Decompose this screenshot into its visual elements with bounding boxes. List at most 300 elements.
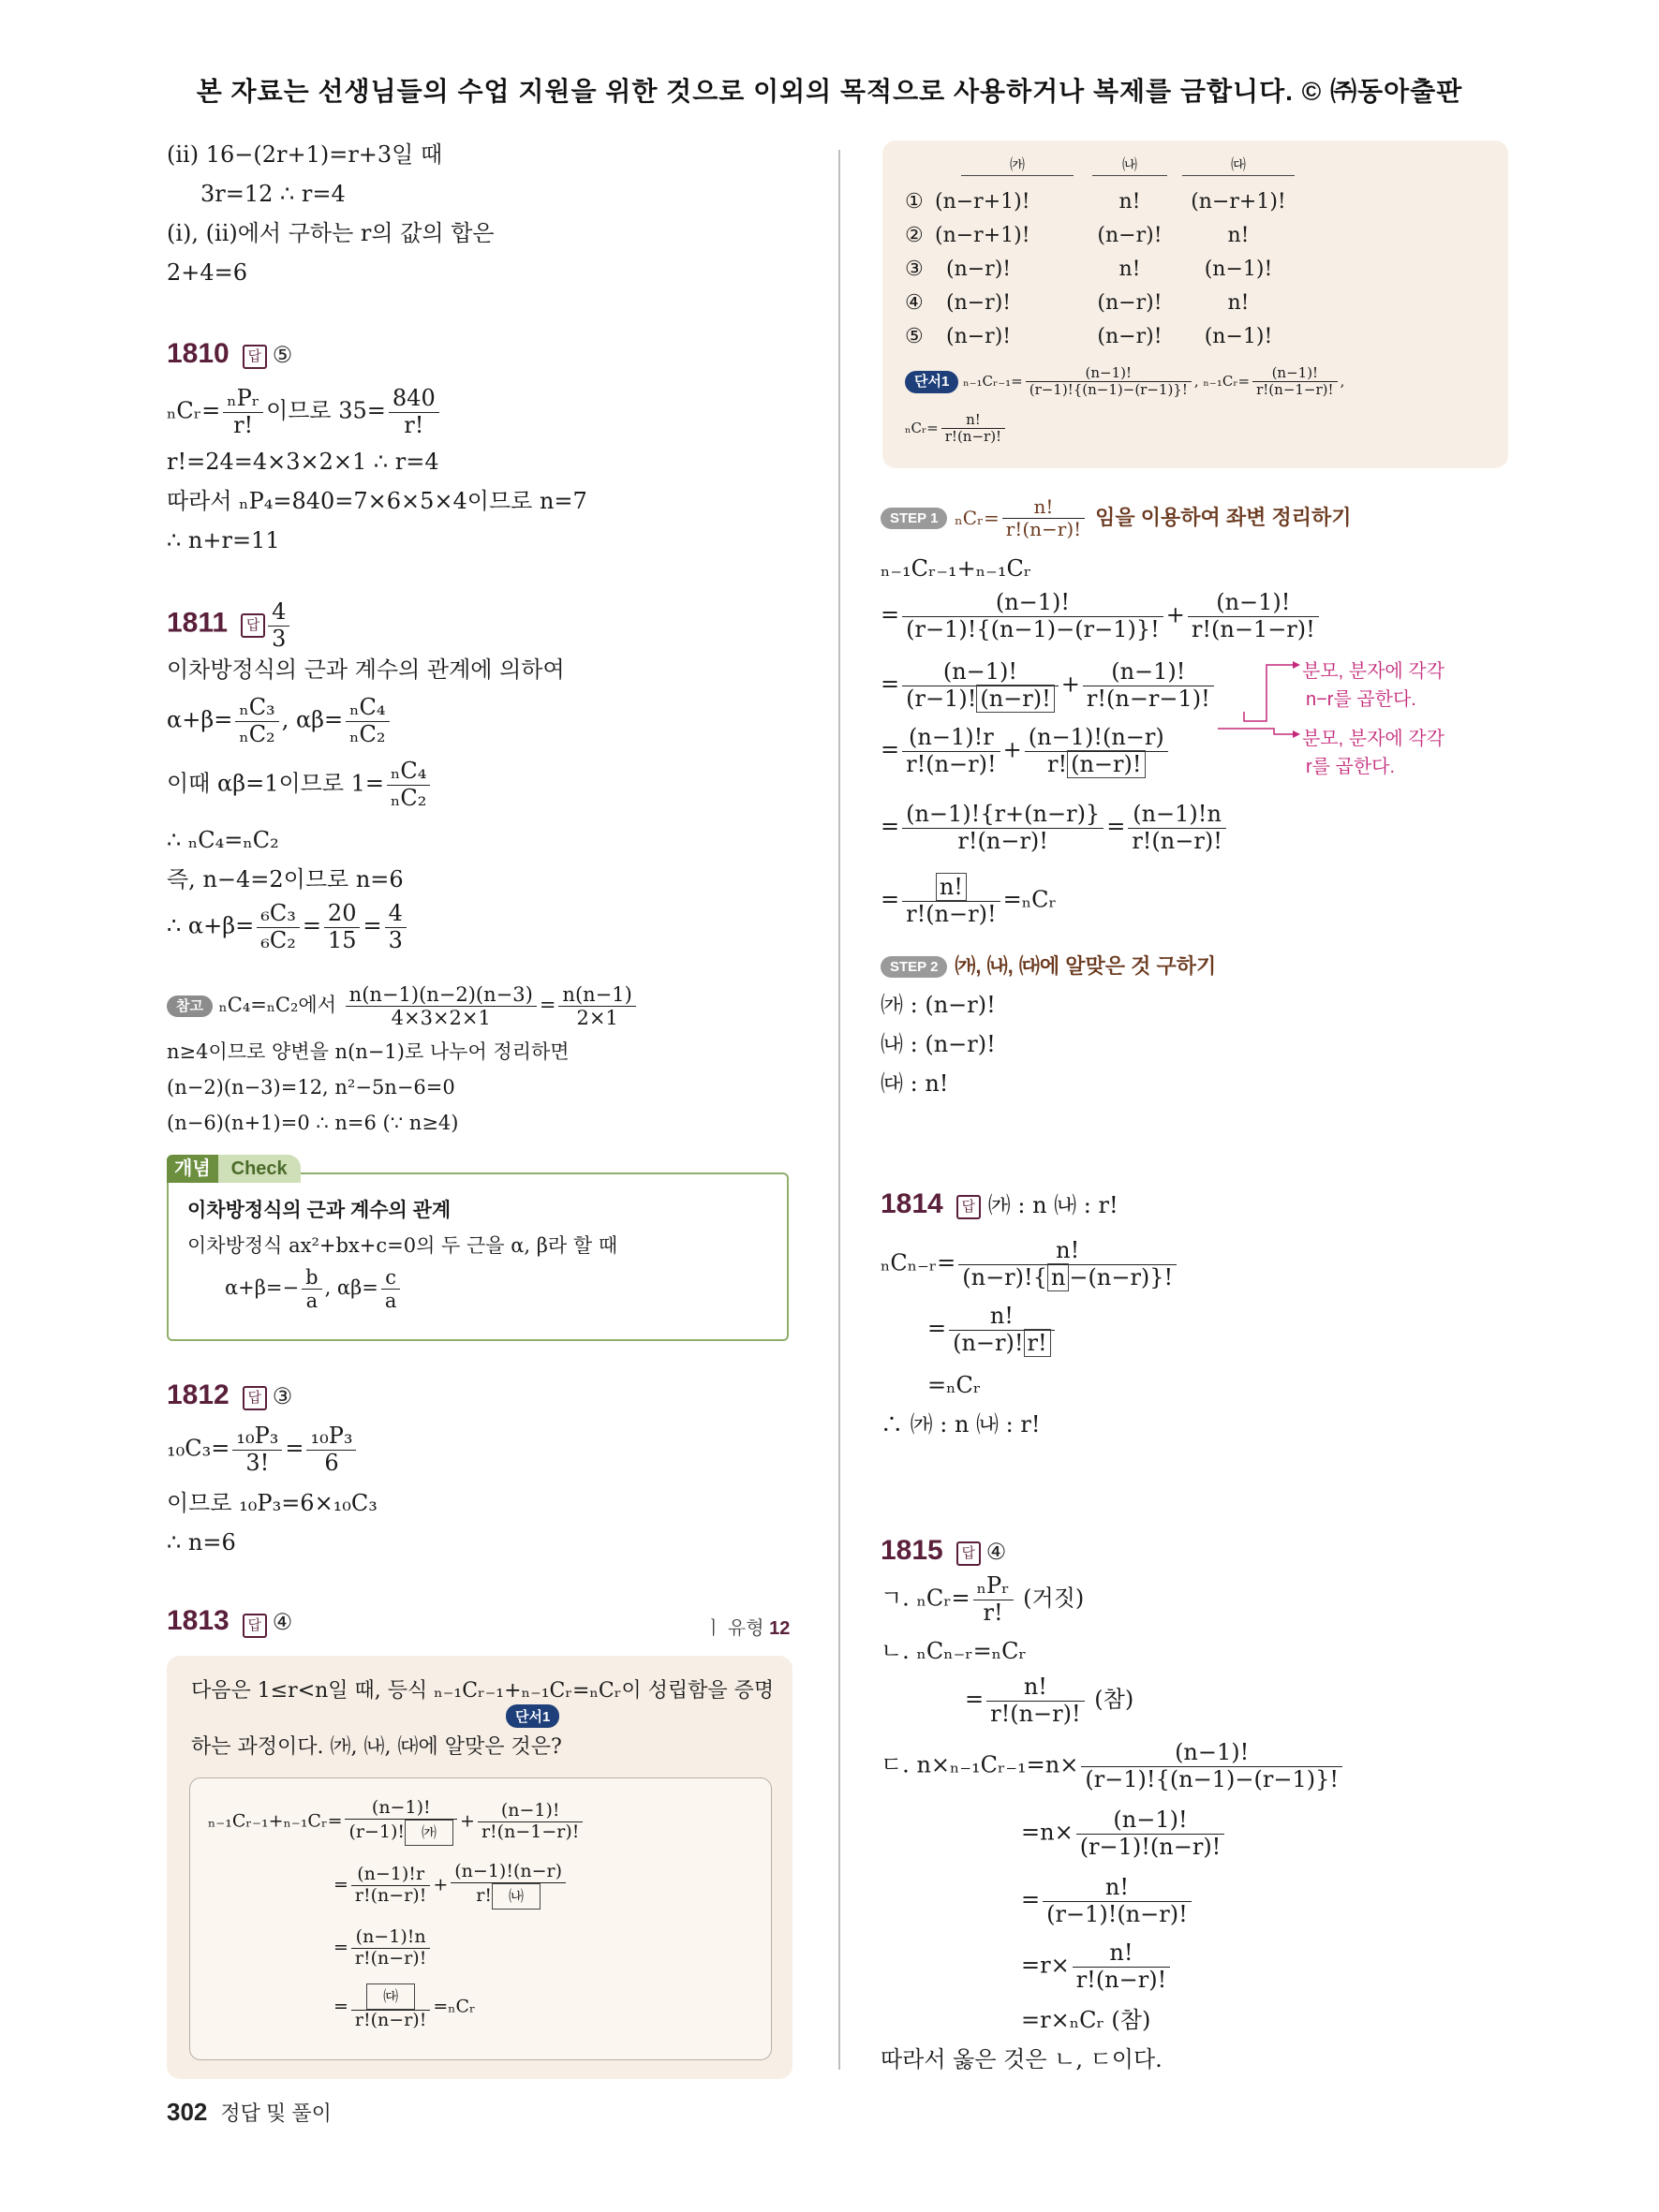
choice-cell: (n−r)!	[1097, 325, 1163, 348]
choice-cell: (n−r)!	[1097, 291, 1163, 315]
problem-number: 1811	[167, 607, 229, 639]
page-footer	[167, 2098, 332, 2127]
fraction	[1128, 802, 1226, 854]
choice-cell: n!	[1227, 291, 1250, 315]
arrow-line	[1244, 665, 1293, 721]
denominator: (r−1)!{(n−1)−(r−1)}!	[1085, 1765, 1339, 1792]
text: (r−1)!	[348, 1821, 406, 1842]
fraction	[1081, 1740, 1342, 1792]
numerator: b	[302, 1266, 321, 1290]
numerator: 840	[389, 386, 439, 413]
blank-b: ㈏	[492, 1883, 541, 1910]
text: ,	[1340, 372, 1345, 390]
fraction	[387, 759, 430, 811]
problem-number: 1812	[167, 1379, 230, 1410]
numerator: c	[381, 1266, 401, 1290]
problem-1811-heading	[167, 599, 292, 652]
text: r!	[1046, 750, 1068, 777]
fraction	[1002, 496, 1085, 540]
equation-line	[167, 1423, 359, 1476]
choice-number: ⑤	[905, 325, 924, 348]
reference-tag: 참고	[167, 995, 213, 1018]
boxed-term: n!	[936, 873, 967, 901]
text: ₙ₋₁Cᵣ₋₁+ₙ₋₁Cᵣ=	[208, 1810, 343, 1832]
fraction	[324, 901, 361, 953]
text: ₙCₙ₋ᵣ=	[881, 1249, 956, 1276]
numerator: (n−1)!	[902, 659, 1059, 686]
numerator: (n−1)!	[1026, 365, 1192, 382]
numerator: n(n−1)(n−2)(n−3)	[346, 983, 537, 1007]
choice-cell: (n−r)!	[946, 325, 1012, 348]
fraction	[351, 1865, 430, 1907]
equation-line: = $\frac{(n-1)!\{r+(n-r)\}}{r!(n-r)!}$ = $\frac{(n-1)!n}{r!(n-r)!}$	[881, 802, 1229, 854]
denominator: r!(n−r)!	[354, 2010, 427, 2030]
denominator: r!(n−r)!	[1132, 827, 1222, 854]
denominator: (r−1)!(n−r)!	[1079, 1833, 1222, 1860]
text: =	[302, 912, 321, 939]
answer-mark: 답	[956, 1541, 981, 1566]
text: ₙCᵣ=	[167, 397, 221, 424]
fraction	[346, 983, 537, 1029]
answer-choice: ③	[272, 1383, 293, 1409]
text-line: (i), (ii)에서 구하는 r의 값의 합은	[167, 220, 495, 246]
fraction	[986, 1674, 1085, 1727]
annotation-note: 분모, 분자에 각각	[1302, 661, 1444, 682]
denominator: r!	[233, 411, 254, 438]
fraction	[1076, 1807, 1225, 1860]
text: α+β=	[167, 706, 233, 733]
boxed-term: (n−r)!	[976, 685, 1054, 713]
denominator: r!(n−r)!	[354, 1947, 427, 1969]
numerator: n!	[949, 1304, 1055, 1331]
denominator: r!(n−1−r)!	[1256, 381, 1334, 399]
numerator: n(n−1)	[558, 983, 635, 1007]
numerator: (n−1)!	[1081, 1740, 1342, 1767]
denominator: r!(n−r−1)!	[1086, 685, 1210, 712]
equation-line	[167, 386, 442, 438]
text: =	[285, 1435, 304, 1462]
text: ㄷ. n×ₙ₋₁Cᵣ₋₁=n×	[881, 1751, 1079, 1778]
blank-c: ㈐	[366, 1983, 415, 2010]
hint-chip: 단서1	[506, 1704, 559, 1728]
fraction	[223, 386, 263, 438]
denominator: ₙC₂	[391, 784, 427, 811]
text: ₙC₄=ₙC₂에서	[218, 994, 343, 1017]
proof-line-3: = $\frac{(n-1)!n}{r!(n-r)!}$	[333, 1927, 433, 1969]
step-title: 임을 이용하여 좌변 정리하기	[1095, 506, 1352, 529]
step-chip: STEP 1	[881, 508, 947, 530]
numerator	[902, 875, 1000, 902]
choice-row[interactable]	[905, 223, 924, 250]
numerator: ₙC₄	[346, 695, 389, 722]
numerator: 4	[268, 599, 289, 627]
denominator	[451, 1883, 566, 1910]
problem-number: 1810	[167, 338, 230, 369]
numerator: (n−1)!	[345, 1798, 457, 1820]
answer-choice: ④	[985, 1539, 1007, 1565]
text-line: (ii) 16−(2r+1)=r+3일 때	[167, 141, 443, 168]
equation-line	[167, 901, 409, 953]
choice-cell: n!	[1118, 190, 1141, 214]
choice-cell: (n−r)!	[1097, 224, 1163, 247]
step1-solution	[881, 496, 1518, 1021]
denominator: 3	[272, 625, 287, 652]
fraction	[1043, 1875, 1192, 1927]
equation-line	[1021, 1807, 1227, 1860]
equation-line: = $\frac{(n-1)!r}{r!(n-r)!}$ + $\frac{(n-1)!(n-r)}{r! (n-r)!}$	[881, 725, 1171, 777]
choice-row[interactable]	[905, 324, 924, 351]
text: −(n−r)}!	[1069, 1263, 1174, 1290]
numerator	[351, 1983, 430, 2011]
choice-cell: n!	[1227, 224, 1250, 247]
denominator	[902, 686, 1059, 713]
equation-line: = $\frac{n!}{r!(n-r)!}$ =ₙCᵣ	[881, 874, 1057, 927]
proof-line-4: = $\frac{㈐}{r!(n-r)!}$ =ₙCᵣ	[333, 1983, 476, 2031]
choice-row[interactable]	[905, 257, 924, 284]
fraction	[235, 695, 278, 747]
fraction	[902, 725, 1000, 777]
text-line: r!=24=4×3×2×1 ∴ r=4	[167, 449, 439, 475]
numerator: (n−1)!r	[902, 725, 1000, 752]
step2-heading	[881, 951, 1216, 981]
question-text: 다음은 1≤r<n일 때, 등식 ₙ₋₁Cᵣ₋₁+ₙ₋₁Cᵣ=ₙCᵣ이 성립함을 증명	[191, 1679, 775, 1703]
numerator: (n−1)!	[902, 590, 1163, 617]
numerator: n!	[1043, 1875, 1192, 1902]
annotation-note: 분모, 분자에 각각	[1302, 729, 1444, 749]
numerator: ₆C₃	[257, 901, 300, 928]
denominator: r!(n−r)!	[990, 1700, 1081, 1727]
check-title: 이차방정식의 근과 계수의 관계	[187, 1200, 452, 1221]
step-title: ㈎, ㈏, ㈐에 알맞은 것 구하기	[955, 954, 1217, 978]
fraction	[1188, 590, 1319, 642]
denominator: r!(n−r)!	[1075, 1966, 1167, 1993]
equation-line	[881, 1573, 1084, 1626]
choice-cell: (n−r)!	[946, 291, 1012, 315]
hint-line	[905, 365, 1344, 399]
denominator: 15	[327, 926, 357, 953]
step2-solution	[881, 951, 1518, 1111]
equation-line	[1021, 1940, 1173, 1993]
text: 유형	[727, 1618, 764, 1639]
text-line: (n−2)(n−3)=12, n²−5n−6=0	[167, 1076, 455, 1099]
fraction	[451, 1862, 566, 1910]
denominator: r!(n−1−r)!	[1191, 615, 1315, 642]
problem-1814-heading	[881, 1186, 1118, 1222]
answer-mark: 답	[243, 345, 267, 369]
numerator: (n−1)!	[1083, 659, 1214, 686]
text: (거짓)	[1015, 1585, 1085, 1612]
problem-1814	[881, 1186, 1518, 1467]
denominator: r!(n−r)!	[944, 428, 1002, 446]
problem-number: 1815	[881, 1535, 943, 1566]
numerator: (n−1)!	[1188, 590, 1319, 617]
numerator: (n−1)!(n−r)	[451, 1862, 566, 1883]
choice-cell: (n−r+1)!	[1191, 190, 1286, 214]
numerator: n!	[941, 412, 1005, 429]
fraction	[1073, 1940, 1171, 1993]
fraction	[351, 1927, 430, 1969]
fraction	[232, 1423, 282, 1476]
text-line: ㈐ : n!	[881, 1070, 949, 1097]
column-divider	[838, 150, 840, 2070]
text: =ₙCᵣ	[1002, 886, 1057, 913]
numerator: (n−1)!	[1252, 365, 1337, 382]
text-line: 따라서 옳은 것은 ㄴ, ㄷ이다.	[881, 2046, 1163, 2072]
fraction	[1252, 365, 1337, 399]
choice-cell: (n−r+1)!	[935, 224, 1030, 247]
numerator: 20	[324, 901, 361, 928]
numerator: n!	[986, 1674, 1085, 1702]
arrow-head	[1293, 661, 1300, 669]
text: (참)	[1087, 1686, 1134, 1713]
text-line: 이므로 ₁₀P₃=6×₁₀C₃	[167, 1490, 378, 1516]
fraction	[902, 659, 1059, 712]
problem-1810-heading	[167, 335, 292, 372]
choices-table	[905, 155, 1504, 465]
equation-line: = $\frac{(n-1)!}{(r-1)!\{(n-1)-(r-1)\}!}$ + $\frac{(n-1)!}{r!(n-1-r)!}$	[881, 590, 1322, 642]
numerator: n!	[958, 1238, 1177, 1265]
fraction	[389, 386, 439, 438]
numerator: (n−1)!n	[351, 1927, 430, 1949]
problem-1815-heading	[881, 1532, 1006, 1569]
text: ₁₀C₃=	[167, 1435, 230, 1462]
numerator: (n−1)!{r+(n−r)}	[902, 802, 1104, 829]
text: =r×	[1021, 1952, 1070, 1979]
tag-label: Check	[218, 1155, 301, 1183]
text: (n−r)!	[953, 1329, 1024, 1356]
equation-line	[881, 1740, 1345, 1792]
question-text: 하는 과정이다. ㈎, ㈏, ㈐에 알맞은 것은?	[191, 1735, 562, 1759]
text: =	[363, 912, 382, 939]
choice-number: ③	[905, 258, 924, 281]
choice-row[interactable]	[905, 189, 924, 216]
text-line: (n−6)(n+1)=0 ∴ n=6 (∵ n≥4)	[167, 1112, 459, 1134]
denominator: r!(n−r)!	[906, 750, 997, 777]
text-line: 즉, n−4=2이므로 n=6	[167, 866, 404, 892]
denominator	[958, 1265, 1177, 1291]
numerator: ₙPᵣ	[973, 1573, 1014, 1600]
denominator: 4×3×2×1	[391, 1007, 491, 1030]
denominator: r!	[404, 411, 424, 438]
denominator: r!(n−r)!	[354, 1884, 427, 1906]
fraction	[1026, 365, 1192, 399]
blank-a: ㈎	[405, 1820, 453, 1846]
boxed-term: n	[1047, 1263, 1069, 1291]
numerator: ₙC₄	[387, 759, 430, 786]
numerator: (n−1)!r	[351, 1865, 430, 1886]
denominator: a	[384, 1290, 397, 1313]
choice-header: ㈎	[961, 155, 1074, 176]
equation-line: = $\frac{n!}{r!(n-r)!}$ (참)	[965, 1674, 1134, 1727]
choice-row[interactable]	[905, 290, 924, 317]
denominator	[345, 1820, 457, 1846]
text-line: n≥4이므로 양변을 n(n−1)로 나누어 정리하면	[167, 1040, 570, 1063]
text-line: 따라서 ₙP₄=840=7×6×5×4이므로 n=7	[167, 488, 587, 514]
hint-line	[905, 412, 1008, 446]
text: (r−1)!	[906, 685, 977, 712]
equation-line: ₙ₋₁Cᵣ₋₁+ₙ₋₁Cᵣ	[881, 555, 1032, 582]
annotation-note: r를 곱한다.	[1306, 757, 1396, 777]
step1-heading	[881, 496, 1352, 540]
answer-text: ㈎ : n ㈏ : r!	[987, 1192, 1118, 1218]
denominator: (r−1)!(n−r)!	[1046, 1900, 1188, 1927]
denominator: r!(n−1−r)!	[481, 1821, 580, 1842]
text: ₙCᵣ=	[955, 507, 1000, 529]
fraction	[385, 901, 407, 953]
hint-badge	[506, 1704, 559, 1728]
text: 12	[769, 1618, 791, 1639]
proof-line-1: ₙ₋₁Cᵣ₋₁+ₙ₋₁Cᵣ= $\frac{(n-1)!}{(r-1)! ㈎}$ + $\frac{(n-1)!}{r!(n-1-r)!}$	[208, 1798, 585, 1846]
fraction	[973, 1573, 1014, 1626]
problem-number: 1814	[881, 1188, 943, 1219]
page-number: 302	[167, 2098, 208, 2126]
problem-1812-heading	[167, 1377, 292, 1413]
choice-cell: (n−1)!	[1204, 258, 1273, 281]
fraction	[478, 1801, 583, 1843]
numerator: (n−1)!	[478, 1801, 583, 1822]
denominator	[949, 1331, 1055, 1357]
equation-line	[881, 1238, 1179, 1290]
text-line: ㈏ : (n−r)!	[881, 1031, 996, 1057]
denominator: (r−1)!{(n−1)−(r−1)}!	[906, 615, 1160, 642]
denominator: r!(n−r)!	[957, 827, 1048, 854]
answer-mark: 답	[243, 1386, 267, 1410]
fraction	[558, 983, 635, 1029]
copyright-header: 본 자료는 선생님들의 수업 지원을 위한 것으로 이외의 목적으로 사용하거나 복제를 금합니다. © ㈜동아출판	[196, 77, 1463, 106]
hint-chip: 단서1	[905, 371, 958, 393]
concept-check-tag	[167, 1155, 301, 1183]
choice-number: ①	[905, 190, 924, 214]
choice-cell: (n−1)!	[1204, 325, 1273, 348]
tag-label: 개념	[167, 1155, 218, 1183]
answer-fraction	[268, 599, 289, 652]
boxed-term: (n−r)!	[1067, 750, 1145, 778]
equation-line: = $\frac{n!}{(r-1)!(n-r)!}$	[1021, 1875, 1194, 1927]
answer-mark: 답	[243, 1614, 267, 1638]
equation-line	[225, 1266, 403, 1312]
fraction	[306, 1423, 356, 1476]
numerator: (n−1)!	[1076, 1807, 1225, 1835]
fraction	[902, 875, 1000, 927]
fraction	[1083, 659, 1214, 712]
answer-choice: ⑤	[272, 342, 293, 368]
numerator: ₁₀P₃	[232, 1423, 282, 1451]
denominator	[1025, 752, 1168, 778]
choice-cell: n!	[1118, 258, 1141, 281]
problem-1813-heading	[167, 1605, 292, 1638]
text: ㄱ. ₙCᵣ=	[881, 1585, 970, 1612]
equation-line	[167, 759, 433, 811]
fraction	[941, 412, 1005, 446]
text-line: 이차방정식 ax²+bx+c=0의 두 근을 α, β라 할 때	[187, 1234, 618, 1257]
text: =n×	[1021, 1819, 1074, 1846]
fraction	[958, 1238, 1177, 1290]
denominator: r!(n−r)!	[906, 900, 997, 927]
fraction	[902, 590, 1163, 642]
text: r!	[476, 1884, 493, 1906]
numerator: (n−1)!(n−r)	[1025, 725, 1168, 752]
fraction	[346, 695, 389, 747]
text: ₙCᵣ=	[905, 419, 939, 436]
footer-title: 정답 및 풀이	[220, 2101, 332, 2125]
numerator: n!	[1002, 496, 1085, 519]
text: ₙ₋₁Cᵣ₋₁=	[963, 372, 1023, 390]
denominator: a	[305, 1290, 318, 1313]
denominator: ₙC₂	[239, 720, 275, 747]
fraction	[351, 1983, 430, 2031]
text-line: ∴ n+r=11	[167, 527, 280, 553]
text-line: ∴ n=6	[167, 1529, 236, 1556]
fraction	[257, 901, 300, 953]
text-line: ∴ ₙC₄=ₙC₂	[167, 827, 279, 853]
text-line: =r×ₙCᵣ (참)	[1021, 2007, 1151, 2033]
text: =	[539, 994, 556, 1017]
text-line: 3r=12 ∴ r=4	[200, 181, 346, 207]
step-chip: STEP 2	[881, 956, 947, 979]
boxed-term: r!	[1024, 1329, 1051, 1357]
text: 이때 αβ=1이므로 1=	[167, 770, 385, 797]
problem-number: 1813	[167, 1605, 230, 1636]
text-line: 2+4=6	[167, 259, 248, 286]
numerator: (n−1)!n	[1128, 802, 1226, 829]
denominator: 3	[388, 926, 403, 953]
numerator: ₁₀P₃	[306, 1423, 356, 1451]
denominator: 6	[324, 1449, 339, 1476]
text-line: 이차방정식의 근과 계수의 관계에 의하여	[167, 656, 565, 683]
fraction	[302, 1266, 321, 1312]
reference-note-line	[167, 983, 639, 1029]
text-line: ㈎ : (n−r)!	[881, 992, 996, 1018]
choice-number: ④	[905, 291, 924, 315]
arrow-line	[1218, 729, 1293, 734]
answer-choice: ④	[272, 1609, 293, 1635]
text-line: ㄴ. ₙCₙ₋ᵣ=ₙCᵣ	[881, 1638, 1027, 1664]
denominator: 2×1	[576, 1007, 618, 1030]
answer-mark: 답	[956, 1195, 981, 1219]
problem-1815	[881, 1532, 1518, 2085]
answer-mark: 답	[241, 613, 265, 638]
denominator: r!	[983, 1599, 1003, 1626]
denominator: ₆C₂	[260, 926, 296, 953]
choice-number: ②	[905, 224, 924, 247]
numerator: ₙC₃	[235, 695, 278, 722]
text: , ₙ₋₁Cᵣ=	[1193, 372, 1251, 390]
proof-line-2: = $\frac{(n-1)!r}{r!(n-r)!}$ + $\frac{(n-1)!(n-r)}{r! ㈏}$	[333, 1862, 569, 1910]
problem-type-label: ㅣ 유형 12	[704, 1618, 791, 1639]
equation-line: =ₙCᵣ	[927, 1372, 982, 1398]
choice-header: ㈐	[1182, 155, 1295, 176]
text: , αβ=	[324, 1276, 378, 1300]
text: , αβ=	[281, 706, 344, 733]
choice-cell: (n−r)!	[946, 258, 1012, 281]
denominator: r!(n−r)!	[1005, 518, 1082, 540]
text: ∴ α+β=	[167, 912, 255, 939]
text-line: ∴ ㈎ : n ㈏ : r!	[881, 1411, 1041, 1438]
numerator: ₙPᵣ	[223, 386, 263, 413]
text: =ₙCᵣ	[433, 1996, 476, 2017]
equation-line: = $\frac{(n-1)!}{(r-1)! (n-r)!}$ + $\frac{(n-1)!}{r!(n-r-1)!}$	[881, 659, 1217, 712]
denominator: 3!	[245, 1449, 270, 1476]
fraction	[902, 802, 1104, 854]
numerator: n!	[1073, 1940, 1171, 1968]
fraction	[949, 1304, 1055, 1356]
annotation-note: n−r를 곱한다.	[1306, 689, 1416, 710]
text: α+β=−	[225, 1276, 300, 1300]
problem-1812	[167, 1377, 822, 1583]
choice-cell: (n−r+1)!	[935, 190, 1030, 214]
equation-line	[167, 695, 393, 747]
fraction	[1025, 725, 1168, 777]
